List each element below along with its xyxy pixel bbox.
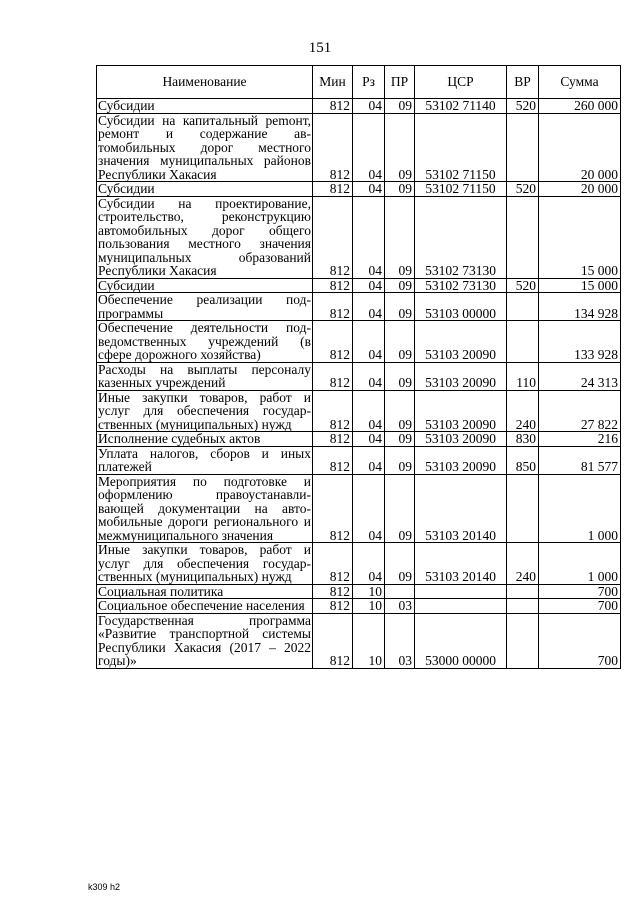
- cell-min: 812: [313, 584, 353, 599]
- cell-name: Обеспечение реализации подпрограммы: [98, 292, 311, 321]
- cell-vr: [507, 599, 539, 614]
- cell-name: Субсидии на проектирование, строительство, реконструкцию автомобильных дорог общего пользования местного значения муниципальных образований Республики Хакасия: [98, 196, 311, 278]
- cell-vr: 520: [507, 99, 539, 114]
- cell-sum: 134 928: [539, 293, 621, 321]
- cell-min: 812: [313, 321, 353, 363]
- cell-pr: 09: [385, 543, 415, 585]
- table-row: [97, 196, 621, 278]
- cell-csr: 53103 20090: [415, 446, 507, 474]
- cell-rz: 04: [353, 321, 385, 363]
- header-sum: Сумма: [539, 66, 621, 99]
- table-header-row: [97, 66, 621, 99]
- cell-csr: 53000 00000: [415, 613, 507, 668]
- cell-pr: [385, 584, 415, 599]
- cell-csr: 53102 71140: [415, 99, 507, 114]
- table-row: [97, 321, 621, 363]
- cell-min: 812: [313, 613, 353, 668]
- cell-csr: 53103 00000: [415, 293, 507, 321]
- cell-min: 812: [313, 196, 353, 278]
- cell-name: Социальная политика: [97, 584, 313, 599]
- cell-pr: 09: [385, 182, 415, 197]
- cell-min: 812: [313, 390, 353, 432]
- table-row: [97, 446, 621, 474]
- cell-name: Социальное обеспечение населения: [97, 599, 313, 614]
- cell-vr: 110: [507, 362, 539, 390]
- cell-pr: 09: [385, 99, 415, 114]
- cell-rz: 04: [353, 278, 385, 293]
- cell-min: 812: [313, 113, 353, 182]
- cell-name: Мероприятия по подготовке и оформлению правоустанавливающей документации на автомобильные дороги регионального и межмуниципального значения: [98, 474, 311, 543]
- table-row: [97, 613, 621, 668]
- cell-rz: 04: [353, 113, 385, 182]
- cell-vr: [507, 113, 539, 182]
- cell-rz: 04: [353, 390, 385, 432]
- cell-min: 812: [313, 99, 353, 114]
- cell-vr: [507, 293, 539, 321]
- table-row: [97, 390, 621, 432]
- cell-rz: 04: [353, 474, 385, 543]
- cell-pr: 09: [385, 362, 415, 390]
- cell-sum: 1 000: [539, 474, 621, 543]
- page-number: 151: [308, 40, 332, 56]
- cell-csr: 53102 71150: [415, 182, 507, 197]
- table-row: [97, 474, 621, 543]
- cell-pr: 09: [385, 196, 415, 278]
- cell-min: 812: [313, 278, 353, 293]
- cell-sum: 700: [539, 599, 621, 614]
- cell-pr: 09: [385, 321, 415, 363]
- cell-csr: 53103 20090: [415, 321, 507, 363]
- cell-rz: 04: [353, 543, 385, 585]
- table-row: [97, 599, 621, 614]
- cell-sum: 20 000: [539, 113, 621, 182]
- cell-pr: 09: [385, 474, 415, 543]
- cell-vr: 850: [507, 446, 539, 474]
- cell-name: Уплата налогов, сборов и иных платежей: [98, 446, 311, 474]
- cell-sum: 700: [539, 613, 621, 668]
- cell-name: Исполнение судебных актов: [97, 432, 313, 447]
- table-row: [97, 362, 621, 390]
- cell-vr: 240: [507, 390, 539, 432]
- cell-csr: 53102 73130: [415, 278, 507, 293]
- cell-min: 812: [313, 362, 353, 390]
- cell-vr: 520: [507, 182, 539, 197]
- cell-sum: 700: [539, 584, 621, 599]
- cell-vr: 240: [507, 543, 539, 585]
- cell-sum: 24 313: [539, 362, 621, 390]
- cell-sum: 133 928: [539, 321, 621, 363]
- table-body: [97, 99, 621, 669]
- cell-vr: [507, 196, 539, 278]
- cell-csr: 53103 20090: [415, 390, 507, 432]
- cell-sum: 15 000: [539, 196, 621, 278]
- cell-rz: 10: [353, 584, 385, 599]
- cell-rz: 04: [353, 432, 385, 447]
- cell-vr: [507, 613, 539, 668]
- cell-name: Иные закупки товаров, работ и услуг для обеспечения государственных (муниципальных) нужд: [98, 390, 311, 432]
- cell-name: Иные закупки товаров, работ и услуг для обеспечения государственных (муниципальных) нужд: [98, 542, 311, 584]
- cell-sum: 81 577: [539, 446, 621, 474]
- cell-csr: 53103 20090: [415, 432, 507, 447]
- cell-name: Обеспечение деятельности подведомственных учреждений (в сфере дорожного хозяйства): [98, 320, 311, 362]
- cell-pr: 09: [385, 293, 415, 321]
- table-row: [97, 293, 621, 321]
- header-name: Наименование: [97, 66, 313, 99]
- cell-min: 812: [313, 543, 353, 585]
- cell-sum: 27 822: [539, 390, 621, 432]
- cell-csr: [415, 599, 507, 614]
- cell-rz: 10: [353, 599, 385, 614]
- table-row: [97, 113, 621, 182]
- cell-rz: 04: [353, 99, 385, 114]
- cell-sum: 20 000: [539, 182, 621, 197]
- cell-vr: 830: [507, 432, 539, 447]
- cell-pr: 09: [385, 278, 415, 293]
- cell-csr: 53103 20140: [415, 474, 507, 543]
- header-min: Мин: [313, 66, 353, 99]
- header-csr: ЦСР: [415, 66, 507, 99]
- cell-sum: 216: [539, 432, 621, 447]
- cell-rz: 04: [353, 196, 385, 278]
- cell-name: Субсидии: [97, 99, 313, 114]
- cell-pr: 09: [385, 113, 415, 182]
- cell-min: 812: [313, 293, 353, 321]
- table-row: [97, 278, 621, 293]
- cell-name: Государственная программа «Развитие транспортной системы Республики Хакасия (2017 – 2022 годы)»: [98, 613, 311, 668]
- footer-code: k309 h2: [88, 882, 121, 892]
- cell-csr: [415, 584, 507, 599]
- cell-pr: 09: [385, 432, 415, 447]
- table-row: [97, 432, 621, 447]
- header-rz: Рз: [353, 66, 385, 99]
- budget-table: [96, 65, 621, 669]
- cell-csr: 53103 20140: [415, 543, 507, 585]
- table-row: [97, 99, 621, 114]
- cell-pr: 03: [385, 599, 415, 614]
- cell-sum: 1 000: [539, 543, 621, 585]
- cell-sum: 260 000: [539, 99, 621, 114]
- cell-vr: [507, 474, 539, 543]
- cell-csr: 53102 73130: [415, 196, 507, 278]
- table-row: [97, 543, 621, 585]
- cell-rz: 04: [353, 446, 385, 474]
- cell-rz: 10: [353, 613, 385, 668]
- cell-vr: 520: [507, 278, 539, 293]
- cell-rz: 04: [353, 362, 385, 390]
- table-row: [97, 182, 621, 197]
- header-pr: ПР: [385, 66, 415, 99]
- cell-pr: 09: [385, 390, 415, 432]
- cell-sum: 15 000: [539, 278, 621, 293]
- cell-vr: [507, 584, 539, 599]
- table-row: [97, 584, 621, 599]
- cell-min: 812: [313, 446, 353, 474]
- cell-name: Расходы на выплаты персоналу казенных учреждений: [98, 362, 311, 390]
- cell-name: Субсидии: [97, 278, 313, 293]
- cell-min: 812: [313, 182, 353, 197]
- cell-vr: [507, 321, 539, 363]
- cell-rz: 04: [353, 293, 385, 321]
- cell-min: 812: [313, 432, 353, 447]
- cell-pr: 09: [385, 446, 415, 474]
- cell-min: 812: [313, 474, 353, 543]
- cell-csr: 53102 71150: [415, 113, 507, 182]
- cell-rz: 04: [353, 182, 385, 197]
- cell-min: 812: [313, 599, 353, 614]
- cell-csr: 53103 20090: [415, 362, 507, 390]
- cell-name: Субсидии: [97, 182, 313, 197]
- header-vr: ВР: [507, 66, 539, 99]
- cell-name: Субсидии на капитальный реmонт, ремонт и содержание автомобильных дорог местного значения муниципальных районов Республики Хакасия: [98, 113, 311, 182]
- cell-pr: 03: [385, 613, 415, 668]
